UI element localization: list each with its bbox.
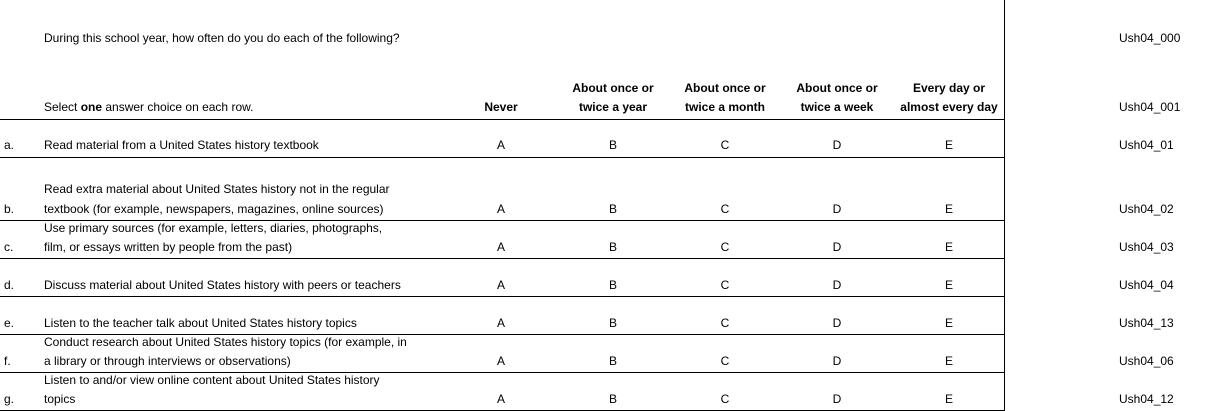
choice-a[interactable]: A <box>496 202 505 216</box>
choice-e[interactable]: E <box>944 202 953 216</box>
choice-b[interactable]: B <box>608 202 617 216</box>
row-code: Ush04_03 <box>1119 240 1174 254</box>
instruction-text <box>44 98 253 116</box>
row-label-continued: a library or through interviews or observations) <box>44 354 291 368</box>
row-code: Ush04_06 <box>1119 354 1174 368</box>
question-text: During this school year, how often do you do each of the following? <box>44 31 400 45</box>
column-header-monthly-line1: About once or <box>684 81 766 95</box>
choice-c[interactable]: C <box>720 392 730 406</box>
instruction-code: Ush04_001 <box>1119 100 1181 114</box>
choice-a[interactable]: A <box>496 278 505 292</box>
choice-d[interactable]: D <box>832 202 842 216</box>
column-header-yearly-line2: twice a year <box>578 100 648 114</box>
row-letter: f. <box>4 354 11 368</box>
instruction-emphasis: one <box>80 100 103 114</box>
choice-b[interactable]: B <box>608 278 617 292</box>
choice-a[interactable]: A <box>496 392 505 406</box>
row-label: Listen to and/or view online content about United States history <box>44 373 380 387</box>
row-code: Ush04_13 <box>1119 316 1174 330</box>
choice-d[interactable]: D <box>832 316 842 330</box>
choice-d[interactable]: D <box>832 354 842 368</box>
row-label: Read material from a United States history textbook <box>44 138 319 152</box>
row-letter: d. <box>4 278 15 292</box>
row-label: Listen to the teacher talk about United States history topics <box>44 316 357 330</box>
column-header-weekly-line2: twice a week <box>800 100 874 114</box>
row-code: Ush04_12 <box>1119 392 1174 406</box>
column-header-weekly-line1: About once or <box>796 81 878 95</box>
instruction-pre: Select <box>44 100 81 114</box>
choice-c[interactable]: C <box>720 354 730 368</box>
choice-a[interactable]: A <box>496 138 505 152</box>
row-code: Ush04_02 <box>1119 202 1174 216</box>
question-code: Ush04_000 <box>1119 31 1181 45</box>
choice-b[interactable]: B <box>608 138 617 152</box>
row-label: Use primary sources (for example, letters, diaries, photographs, <box>44 221 383 235</box>
row-label-continued: film, or essays written by people from the past) <box>44 240 293 254</box>
choice-e[interactable]: E <box>944 392 953 406</box>
column-header-monthly-line2: twice a month <box>684 100 765 114</box>
row-divider <box>0 296 1004 297</box>
choice-a[interactable]: A <box>496 240 505 254</box>
choice-c[interactable]: C <box>720 240 730 254</box>
instruction-post: answer choice on each row. <box>102 100 254 114</box>
row-letter: a. <box>4 138 15 152</box>
choice-b[interactable]: B <box>608 354 617 368</box>
table-right-border <box>1004 0 1005 411</box>
row-letter: c. <box>4 240 14 254</box>
choice-c[interactable]: C <box>720 316 730 330</box>
choice-b[interactable]: B <box>608 392 617 406</box>
choice-e[interactable]: E <box>944 316 953 330</box>
choice-e[interactable]: E <box>944 138 953 152</box>
choice-d[interactable]: D <box>832 240 842 254</box>
row-letter: b. <box>4 202 15 216</box>
choice-a[interactable]: A <box>496 316 505 330</box>
choice-c[interactable]: C <box>720 278 730 292</box>
row-label: Discuss material about United States history with peers or teachers <box>44 278 401 292</box>
column-header-yearly-line1: About once or <box>572 81 654 95</box>
choice-d[interactable]: D <box>832 138 842 152</box>
choice-c[interactable]: C <box>720 138 730 152</box>
choice-c[interactable]: C <box>720 202 730 216</box>
row-divider <box>0 157 1004 158</box>
choice-d[interactable]: D <box>832 392 842 406</box>
column-header-daily-line2: almost every day <box>900 100 998 114</box>
row-code: Ush04_01 <box>1119 138 1174 152</box>
row-letter: g. <box>4 392 15 406</box>
row-label-continued: textbook (for example, newspapers, magazines, online sources) <box>44 202 384 216</box>
header-divider <box>0 119 1004 120</box>
column-header-daily-line1: Every day or <box>912 81 986 95</box>
row-label: Conduct research about United States history topics (for example, in <box>44 335 407 349</box>
choice-e[interactable]: E <box>944 354 953 368</box>
choice-a[interactable]: A <box>496 354 505 368</box>
column-header-never: Never <box>484 100 518 114</box>
choice-d[interactable]: D <box>832 278 842 292</box>
row-label-continued: topics <box>44 392 76 406</box>
row-letter: e. <box>4 316 15 330</box>
choice-b[interactable]: B <box>608 240 617 254</box>
row-code: Ush04_04 <box>1119 278 1174 292</box>
row-divider <box>0 258 1004 259</box>
choice-e[interactable]: E <box>944 278 953 292</box>
choice-e[interactable]: E <box>944 240 953 254</box>
choice-b[interactable]: B <box>608 316 617 330</box>
row-label: Read extra material about United States history not in the regular <box>44 182 390 196</box>
